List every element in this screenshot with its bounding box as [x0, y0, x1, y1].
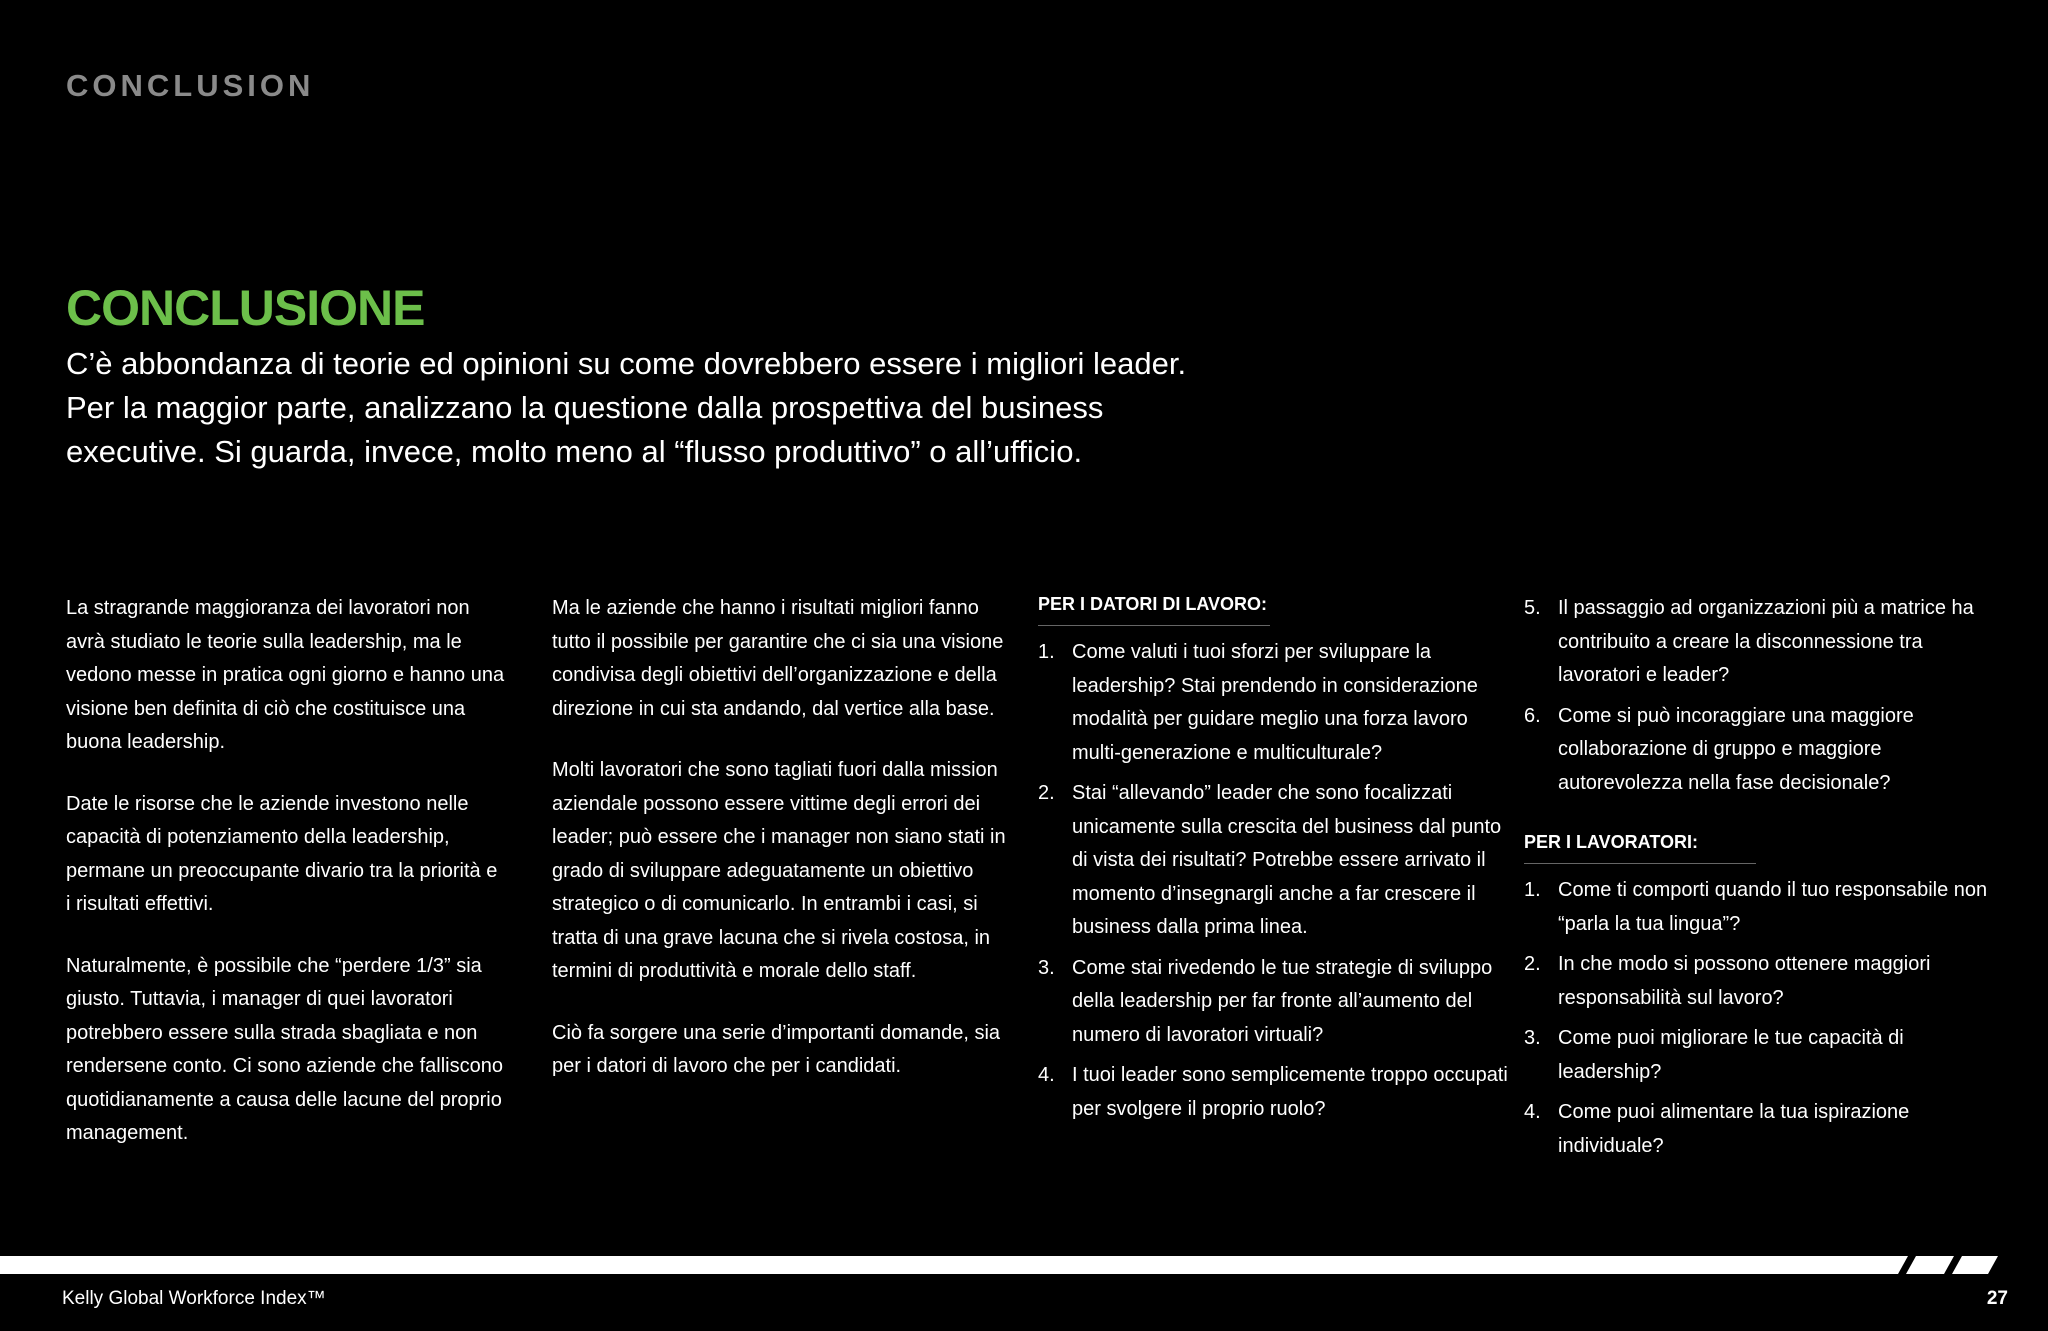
questions-column-4 — [1524, 592, 1994, 1170]
list-item-number: 2. — [1524, 953, 1541, 975]
list-item-text: In che modo si possono ottenere maggiori responsabilità sul lavoro? — [1558, 953, 1931, 1009]
body-paragraph: Molti lavoratori che sono tagliati fuori dalla mission aziendale possono essere vittime degli errori dei leader; può essere che i manager non siano stati in grado di sviluppare adeguatamente un obiettivo strategico o di comunicarlo. In entrambi i casi, si tratta di una grave lacuna che si rivela costosa, in termini di produttività e morale dello staff. — [552, 759, 1006, 982]
intro-paragraph — [66, 342, 1286, 474]
footer-stripe-segment — [1952, 1256, 1998, 1274]
intro-line: Per la maggior parte, analizzano la questione dalla prospettiva del business — [66, 390, 1104, 425]
list-item-text: Come stai rivedendo le tue strategie di sviluppo della leadership per far fronte all’aumento del numero di lavoratori virtuali? — [1072, 956, 1493, 1046]
list-item-text: Come puoi alimentare la tua ispirazione individuale? — [1558, 1101, 1910, 1157]
employers-heading: PER I DATORI DI LAVORO: — [1038, 592, 1508, 626]
text-column-2 — [552, 592, 1012, 1112]
intro-line: executive. Si guarda, invece, molto meno al “flusso produttivo” o all’ufficio. — [66, 434, 1083, 469]
employers-question-list-continued — [1524, 592, 1994, 800]
body-paragraph: Ciò fa sorgere una serie d’importanti domande, sia per i datori di lavoro che per i candidati. — [552, 1021, 1001, 1077]
text-column-1 — [66, 592, 506, 1179]
list-item-number: 6. — [1524, 704, 1541, 727]
list-item — [1038, 1059, 1508, 1126]
list-item — [1524, 1096, 1994, 1163]
list-item-text: Come si può incoraggiare una maggiore collaborazione di gruppo e maggiore autorevolezza nella fase decisionale? — [1558, 704, 1914, 794]
employers-question-list — [1038, 636, 1508, 1126]
list-item-number: 3. — [1038, 956, 1055, 979]
list-item-number: 3. — [1524, 1027, 1541, 1049]
list-item-number: 4. — [1038, 1064, 1055, 1086]
workers-heading: PER I LAVORATORI: — [1524, 830, 1994, 864]
list-item — [1524, 1022, 1994, 1089]
list-item — [1038, 777, 1508, 945]
body-paragraph: Ma le aziende che hanno i risultati migliori fanno tutto il possibile per garantire che ci sia una visione condivisa degli obiettivi dell’organizzazione e della direzione in cui sta andando, dal vertice alla base. — [552, 597, 1004, 720]
list-item — [1524, 700, 1994, 801]
list-item-text: I tuoi leader sono semplicemente troppo occupati per svolgere il proprio ruolo? — [1072, 1064, 1508, 1120]
list-item-number: 5. — [1524, 597, 1541, 619]
list-item-text: Come ti comporti quando il tuo responsabile non “parla la tua lingua”? — [1558, 879, 1988, 935]
workers-question-list — [1524, 874, 1994, 1163]
intro-line: C’è abbondanza di teorie ed opinioni su come dovrebbero essere i migliori leader. — [66, 346, 1187, 381]
footer-stripe-bar — [0, 1256, 2048, 1274]
list-item — [1524, 948, 1994, 1015]
list-item — [1524, 592, 1994, 693]
body-paragraph: Naturalmente, è possibile che “perdere 1/3” sia giusto. Tuttavia, i manager di quei lavoratori potrebbero essere sulla strada sbagliata e non rendersene conto. Ci sono aziende che falliscono quotidianamente a causa delle lacune del proprio management. — [66, 954, 503, 1144]
list-item-number: 4. — [1524, 1101, 1541, 1123]
body-paragraph: Date le risorse che le aziende investono nelle capacità di potenziamento della leadership, permane un preoccupante divario tra la priorità e i risultati effettivi. — [66, 792, 498, 915]
page-number: 27 — [1986, 1288, 2008, 1309]
footer-title: Kelly Global Workforce Index™ — [62, 1288, 326, 1309]
list-item-text: Come valuti i tuoi sforzi per sviluppare la leadership? Stai prendendo in considerazione modalità per guidare meglio una forza lavoro multi-generazione e multiculturale? — [1072, 641, 1478, 764]
page-title: CONCLUSIONE — [66, 280, 425, 336]
list-item-text: Stai “allevando” leader che sono focalizzati unicamente sulla crescita del business dal punto di vista dei risultati? Potrebbe essere arrivato il momento d’insegnargli anche a far crescere il business dalla prima linea. — [1072, 782, 1502, 938]
employers-questions-column — [1038, 592, 1508, 1133]
list-item-number: 2. — [1038, 782, 1055, 804]
list-item — [1038, 636, 1508, 770]
list-item-number: 1. — [1524, 879, 1541, 901]
list-item-text: Il passaggio ad organizzazioni più a matrice ha contribuito a creare la disconnessione tra lavoratori e leader? — [1558, 597, 1974, 686]
footer-stripe-segment — [1906, 1256, 1954, 1274]
list-item-number: 1. — [1038, 641, 1055, 663]
list-item — [1524, 874, 1994, 941]
section-label: CONCLUSION — [66, 68, 315, 103]
list-item-text: Come puoi migliorare le tue capacità di leadership? — [1558, 1027, 1904, 1083]
body-paragraph: La stragrande maggioranza dei lavoratori non avrà studiato le teorie sulla leadership, ma le vedono messe in pratica ogni giorno e hanno una visione ben definita di ciò che costituisce una buona leadership. — [66, 597, 505, 753]
footer-stripe-main — [0, 1256, 1908, 1274]
list-item — [1038, 952, 1508, 1053]
